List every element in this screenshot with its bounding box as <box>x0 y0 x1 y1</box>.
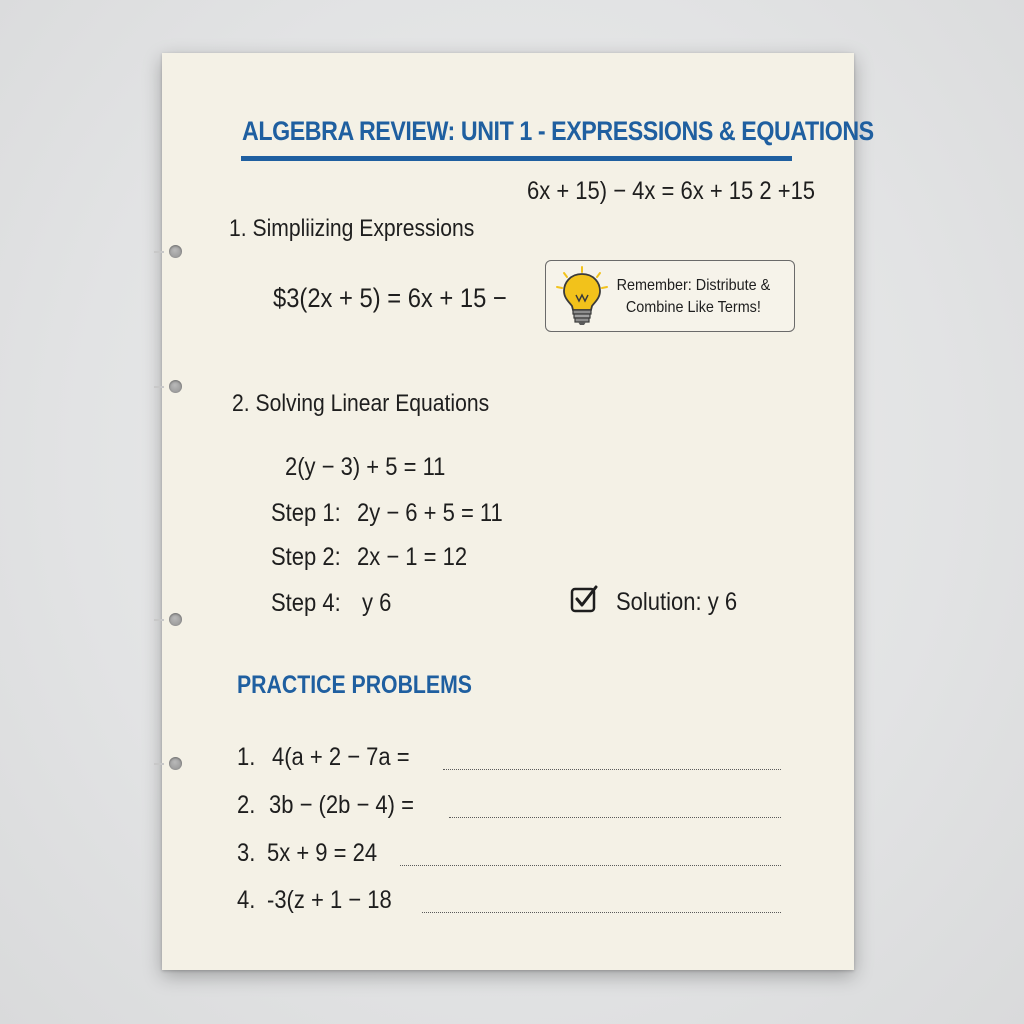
hole-notch <box>154 251 164 253</box>
step2-label: Step 2: <box>271 543 341 571</box>
answer-line-2[interactable] <box>449 817 781 818</box>
title-underline <box>241 156 792 161</box>
step1-label: Step 1: <box>271 499 341 527</box>
tip-line2: Combine Like Terms! <box>625 299 761 316</box>
practice-number-4: 4. <box>237 886 256 914</box>
hole-notch <box>154 619 164 621</box>
tip-callout <box>545 260 795 332</box>
answer-line-1[interactable] <box>443 769 781 770</box>
practice-number-3: 3. <box>237 839 256 867</box>
step2-expression: 2x − 1 = 12 <box>357 543 468 571</box>
checkbox-checked-icon <box>570 585 598 613</box>
worksheet-title: ALGEBRA REVIEW: UNIT 1 - EXPRESSIONS & EQUATIONS <box>242 116 874 146</box>
section1-expression: $3(2x + 5) = 6x + 15 − <box>273 283 507 313</box>
binder-hole <box>169 613 182 626</box>
section2-heading: 2. Solving Linear Equations <box>232 390 490 417</box>
section1-heading: 1. Simpliizing Expressions <box>229 215 475 242</box>
answer-line-3[interactable] <box>400 865 781 866</box>
practice-problem-3: 5x + 9 = 24 <box>267 839 378 867</box>
practice-heading: PRACTICE PROBLEMS <box>237 671 472 699</box>
hole-notch <box>154 386 164 388</box>
step1-expression: 2y − 6 + 5 = 11 <box>357 499 503 527</box>
tip-text <box>616 275 771 319</box>
top-note-equation: 6x + 15) − 4x = 6x + 15 2 +15 <box>527 177 816 205</box>
section2-equation: 2(y − 3) + 5 = 11 <box>285 453 446 481</box>
practice-problem-1: 4(a + 2 − 7a = <box>272 743 410 771</box>
tip-line1: Remember: Distribute & <box>616 277 771 294</box>
practice-problem-4: -3(z + 1 − 18 <box>267 886 392 914</box>
binder-hole <box>169 245 182 258</box>
binder-hole <box>169 380 182 393</box>
hole-notch <box>154 763 164 765</box>
lightbulb-icon <box>552 265 612 327</box>
worksheet-page <box>162 53 874 970</box>
step4-label: Step 4: <box>271 589 341 617</box>
practice-problem-2: 3b − (2b − 4) = <box>269 791 414 819</box>
solution-text: Solution: y 6 <box>616 588 738 616</box>
practice-number-2: 2. <box>237 791 256 819</box>
answer-line-4[interactable] <box>422 912 781 913</box>
step4-expression: y 6 <box>362 589 392 617</box>
practice-number-1: 1. <box>237 743 256 771</box>
binder-hole <box>169 757 182 770</box>
